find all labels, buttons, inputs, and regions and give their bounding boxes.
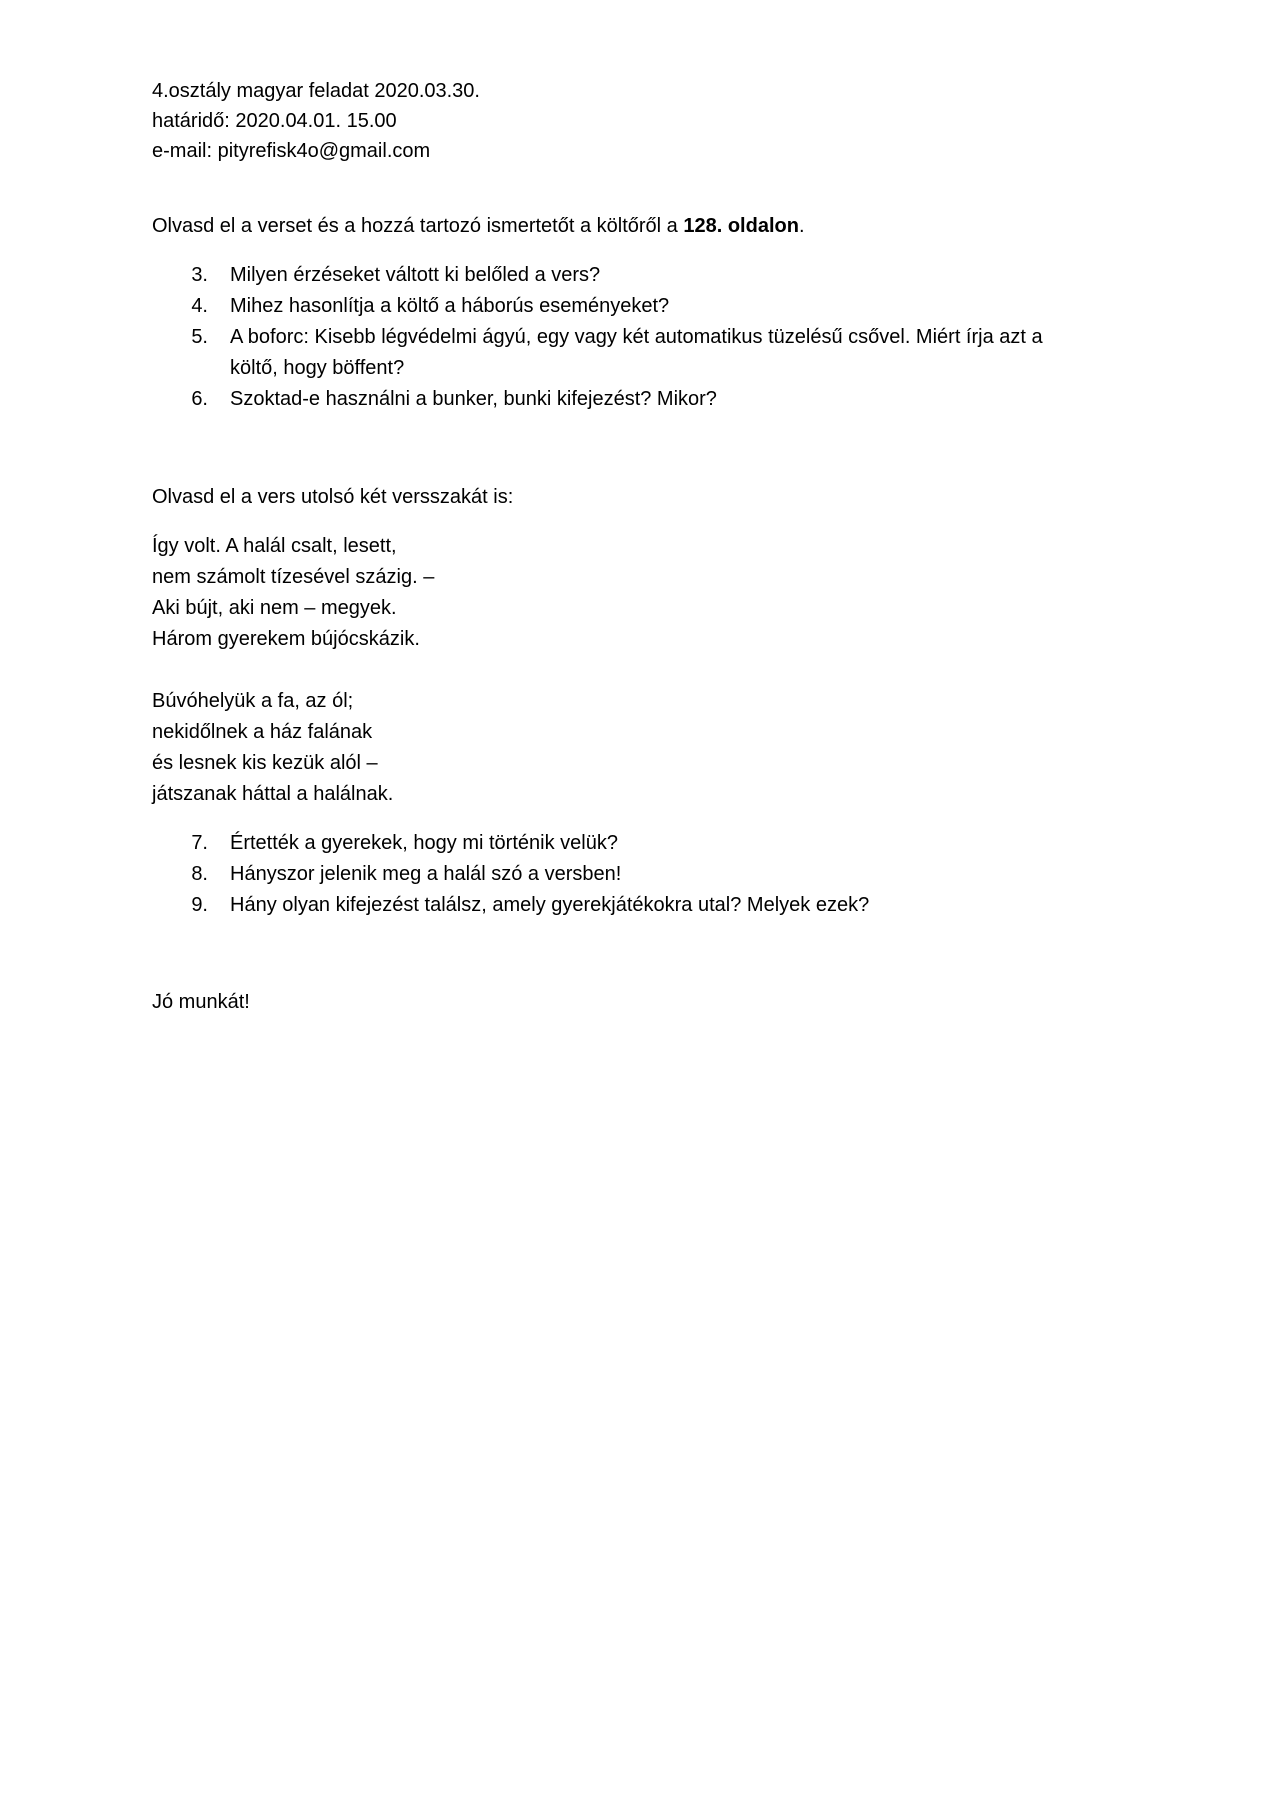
poem-line: nem számolt tízesével százig. – [152,566,435,588]
intro-period: . [798,215,805,237]
intro-paragraph [152,213,805,239]
poem-line: Így volt. A halál csalt, lesett, [152,535,397,557]
poem-line: nekidőlnek a ház falának [152,721,373,743]
question-text: Hány olyan kifejezést találsz, amely gyerekjátékokra utal? Melyek ezek? [230,894,870,916]
intro-text: Olvasd el a verset és a hozzá tartozó ismertetőt a költőről a [152,215,684,237]
question-number: 5. [191,326,208,348]
question-number: 9. [191,894,208,916]
question-number: 7. [191,832,208,854]
poem-line: és lesnek kis kezük alól – [152,752,378,774]
question-text-continued: költő, hogy böffent? [230,357,405,379]
question-text: Milyen érzéseket váltott ki belőled a vers? [230,264,601,286]
question-number: 3. [191,264,208,286]
closing-text: Jó munkát! [152,991,250,1013]
question-text: Szoktad-e használni a bunker, bunki kifejezést? Mikor? [230,388,717,410]
poem-line: Búvóhelyük a fa, az ól; [152,690,354,712]
question-text: Mihez hasonlítja a költő a háborús eseményeket? [230,295,670,317]
question-number: 4. [191,295,208,317]
question-number: 8. [191,863,208,885]
poem-line: játszanak háttal a halálnak. [152,783,394,805]
poem-intro: Olvasd el a vers utolsó két versszakát is: [152,486,514,508]
question-text: Hányszor jelenik meg a halál szó a versben! [230,863,622,885]
question-text: A boforc: Kisebb légvédelmi ágyú, egy vagy két automatikus tüzelésű csővel. Miért írja azt a [230,326,1043,348]
poem-line: Három gyerekem bújócskázik. [152,628,420,650]
assignment-title: 4.osztály magyar feladat 2020.03.30. [152,80,480,102]
question-number: 6. [191,388,208,410]
poem-line: Aki bújt, aki nem – megyek. [152,597,397,619]
intro-page-reference: 128. oldalon [683,215,799,237]
question-text: Értették a gyerekek, hogy mi történik velük? [230,832,618,854]
email-line: e-mail: pityrefisk4o@gmail.com [152,140,431,162]
deadline-line: határidő: 2020.04.01. 15.00 [152,110,397,132]
